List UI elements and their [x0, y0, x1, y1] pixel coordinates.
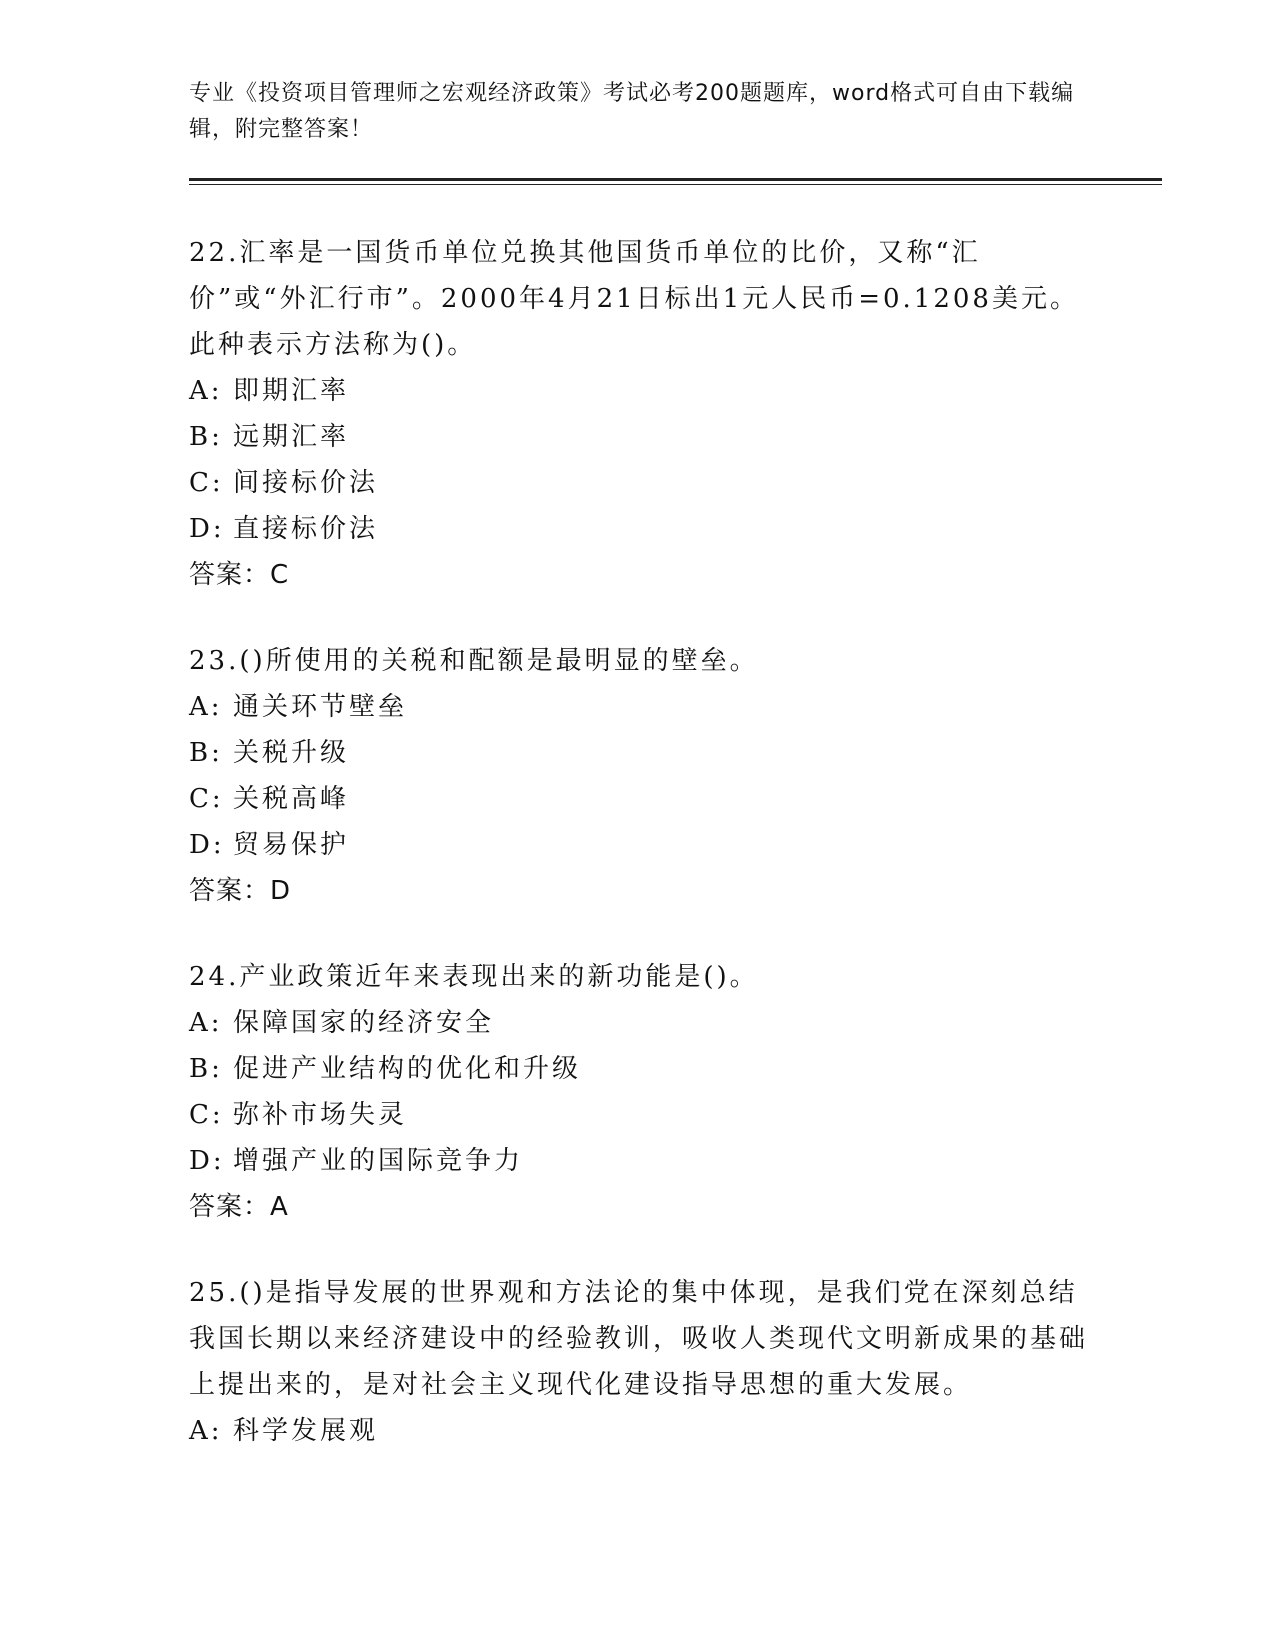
option-text: 增强产业的国际竞争力 [233, 1146, 524, 1176]
option-d [189, 822, 1089, 868]
option-key: C: [189, 468, 224, 498]
option-key: A: [189, 376, 223, 406]
option-text: 促进产业结构的优化和升级 [233, 1054, 582, 1084]
option-text: 关税升级 [233, 738, 350, 768]
option-c [189, 1092, 1089, 1138]
question-22 [189, 230, 1089, 598]
option-key: D: [189, 1146, 225, 1176]
option-text: 远期汇率 [233, 422, 350, 452]
option-a [189, 368, 1089, 414]
option-key: D: [189, 514, 225, 544]
option-key: B: [189, 422, 223, 452]
answer-line: 答案：D [189, 876, 292, 906]
option-text: 弥补市场失灵 [233, 1100, 408, 1130]
option-key: A: [189, 1416, 223, 1446]
question-23 [189, 638, 1089, 914]
option-c [189, 776, 1089, 822]
option-key: C: [189, 784, 224, 814]
option-b [189, 414, 1089, 460]
option-b [189, 730, 1089, 776]
answer-line: 答案：A [189, 1192, 289, 1222]
option-text: 科学发展观 [233, 1416, 379, 1446]
header-divider-thin [189, 184, 1162, 185]
option-d [189, 506, 1089, 552]
option-key: B: [189, 1054, 223, 1084]
header-divider-thick [189, 178, 1162, 181]
question-24 [189, 954, 1089, 1230]
option-key: A: [189, 1008, 223, 1038]
option-key: B: [189, 738, 223, 768]
option-text: 关税高峰 [233, 784, 350, 814]
option-text: 间接标价法 [233, 468, 379, 498]
question-stem: 25.()是指导发展的世界观和方法论的集中体现，是我们党在深刻总结我国长期以来经济建设中的经验教训，吸收人类现代文明新成果的基础上提出来的，是对社会主义现代化建设指导思想的重大发展。 [189, 1278, 1089, 1400]
document-header: 专业《投资项目管理师之宏观经济政策》考试必考200题题库，word格式可自由下载编辑，附完整答案！ [189, 81, 1075, 142]
question-stem: 22.汇率是一国货币单位兑换其他国货币单位的比价，又称“汇价”或“外汇行市”。2000年4月21日标出1元人民币=0.1208美元。此种表示方法称为()。 [189, 238, 1079, 360]
option-d [189, 1138, 1089, 1184]
question-stem: 23.()所使用的关税和配额是最明显的壁垒。 [189, 646, 759, 676]
option-a [189, 1408, 1089, 1454]
option-a [189, 1000, 1089, 1046]
option-a [189, 684, 1089, 730]
option-text: 保障国家的经济安全 [233, 1008, 495, 1038]
answer-line: 答案：C [189, 560, 290, 590]
option-text: 直接标价法 [233, 514, 379, 544]
option-text: 即期汇率 [233, 376, 350, 406]
option-key: C: [189, 1100, 224, 1130]
question-25 [189, 1270, 1089, 1454]
option-key: D: [189, 830, 225, 860]
option-text: 贸易保护 [233, 830, 350, 860]
question-stem: 24.产业政策近年来表现出来的新功能是()。 [189, 962, 759, 992]
option-text: 通关环节壁垒 [233, 692, 408, 722]
option-c [189, 460, 1089, 506]
option-key: A: [189, 692, 223, 722]
option-b [189, 1046, 1089, 1092]
